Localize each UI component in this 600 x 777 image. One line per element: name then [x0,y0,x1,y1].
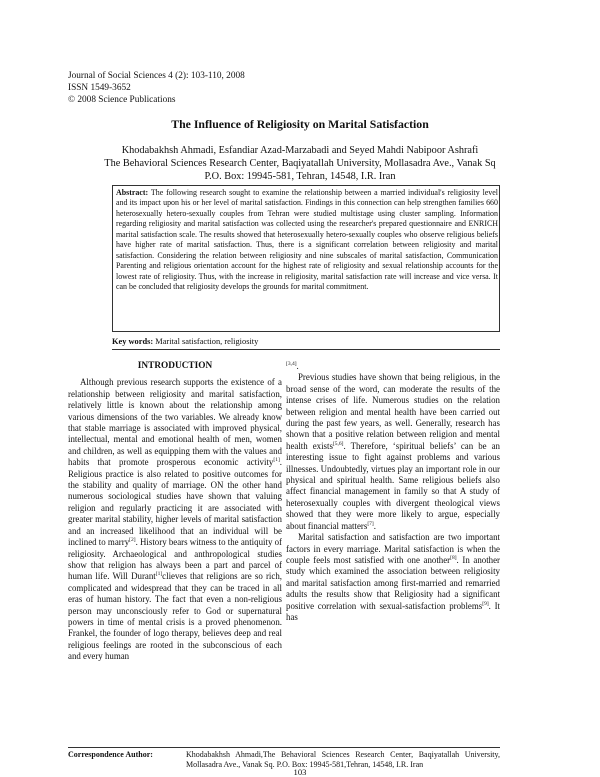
abstract-text: The following research sought to examine the relationship between a married individual's religiosity level and its impact upon his or her level of marital satisfaction. Findings in this connection can help strengthen families 660 heterosexually hetero-sexually couples from Tehran were studied multistage using cluster sampling. Information regarding religiosity and marital satisfaction was collected using the researcher's prepared questionnaire and ENRICH marital satisfaction scale. The results showed that heterosexually hetero-sexually couples who observe religious beliefs have higher rate of marital satisfaction. Thus, there is a significant correlation between religiosity and marital satisfaction. Considering the relation between religiosity and nine subscales of marital satisfaction, Communication Parenting and religious orientation account for the highest rate of religiosity and sexual relationship accounts for the lowest rate of religiosity. Thus, with the increase in religiosity, marital satisfaction rate will increase and vice versa. It can be concluded that religiosity develops the grounds for marital commitment. [116,188,499,292]
citation-ref[interactable]: [3,4] [286,361,297,367]
abstract-label: Abstract: [116,188,149,197]
page-number: 103 [293,767,307,777]
citation-ref[interactable]: [8] [450,554,457,561]
correspondence-label: Correspondence Author: [68,750,153,759]
authors: Khodabakhsh Ahmadi, Esfandiar Azad-Marzabadi and Seyed Mahdi Nabipoor Ashrafi [121,145,479,156]
footer-divider [68,747,500,748]
intro-paragraph-2: Previous studies have shown that being religious, in the broad sense of the word, can moderate the results of the intense crises of life. Numerous studies on the relation between religion and mental health have been carried out during the past few years, as well. Generally, research has shown that a positive relation between religion and mental health exists[5,6]. Therefore, ‘spiritual beliefs’ can be an interesting issue to fight against problems and various illnesses. Undoubtedly, virtues play an important role in our physical and spiritual health. Same religious beliefs also affect financial management in family so that A study of heterosexually couples with divergent theological views showed that they were more likely to argue, especially about financial matters[7]. [286,372,500,531]
section-heading-introduction: INTRODUCTION [137,361,213,371]
citation-ref[interactable]: [1] [155,571,163,578]
citation-ref[interactable]: [2] [129,537,136,544]
citation-ref[interactable]: [9] [482,600,489,607]
keywords-text: Marital satisfaction, religiosity [155,337,259,346]
keywords-label: Key words: [112,337,154,346]
keywords-divider [112,349,500,350]
journal-citation: Journal of Social Sciences 4 (2): 103-110, 2008 [68,71,245,81]
journal-issn: ISSN 1549-3652 [68,83,131,93]
abstract [116,188,498,293]
intro-paragraph-1-continued: [3,4]. [286,361,299,371]
paper-title: The Influence of Religiosity on Marital Satisfaction [171,117,429,131]
left-column [68,361,282,663]
affiliation: The Behavioral Sciences Research Center, Baqiyatallah University, Mollasadra Ave., Vanak Sq P.O. Box: 19945-581, Tehran, 14548, I.R. Iran [104,158,496,182]
citation-ref[interactable]: [7] [367,520,374,527]
citation-ref[interactable]: [5,6] [332,440,344,447]
author-block [100,144,500,183]
journal-copyright: © 2008 Science Publications [68,95,176,105]
right-column [286,361,500,623]
intro-paragraph-1: Although previous research supports the existence of a relationship between religiosity and marital satisfaction, relatively little is known about the relationship among various dimensions of the two variables. We already know that stable marriage is associated with improved physical, intellectual, mental and emotional health of men, women and children, as well as equipping them with the values and habits that promote prosperous economic activity[1]. Religious practice is also related to positive outcomes for the stability and quality of marriage. ON the other hand numerous sociological studies have shown that valuing religion and regularly practicing it are associated with greater marital stability, higher levels of marital satisfaction and an increased likelihood that an individual will be inclined to marry[2]. History bears witness to the antiquity of religiosity. Archaeological and anthropological studies show that religion has always been a part and parcel of human life. Will Durant[1]clieves that religions are so rich, complicated and widespread that they can be traced in all eras of human history. The fact that even a non-religious person may unconsciously refer to God or supernatural powers in time of mental crisis is a proved phenomenon. Frankel, the founder of logo therapy, believes deep and real religious feelings are rooted in the subconscious of each and every human [68,377,283,662]
keywords [112,337,258,346]
intro-paragraph-3: Marital satisfaction and satisfaction are two important factors in every marriage. Marital satisfaction is when the couple feels most satisfied with one another[8]. In another study which examined the association between religiosity and marital satisfaction among first-married and remarried adults the results show that Religiosity had a significant positive correlation with sexual-satisfaction problems[9]. It has [286,532,501,622]
correspondence-text: Khodabakhsh Ahmadi,The Behavioral Sciences Research Center, Baqiyatallah University, Mollasadra Ave., Vanak Sq. P.O. Box: 19945-581,Tehran, 14548, I.R. Iran [186,750,500,769]
citation-ref[interactable]: [1] [273,457,280,464]
journal-info [68,70,245,106]
